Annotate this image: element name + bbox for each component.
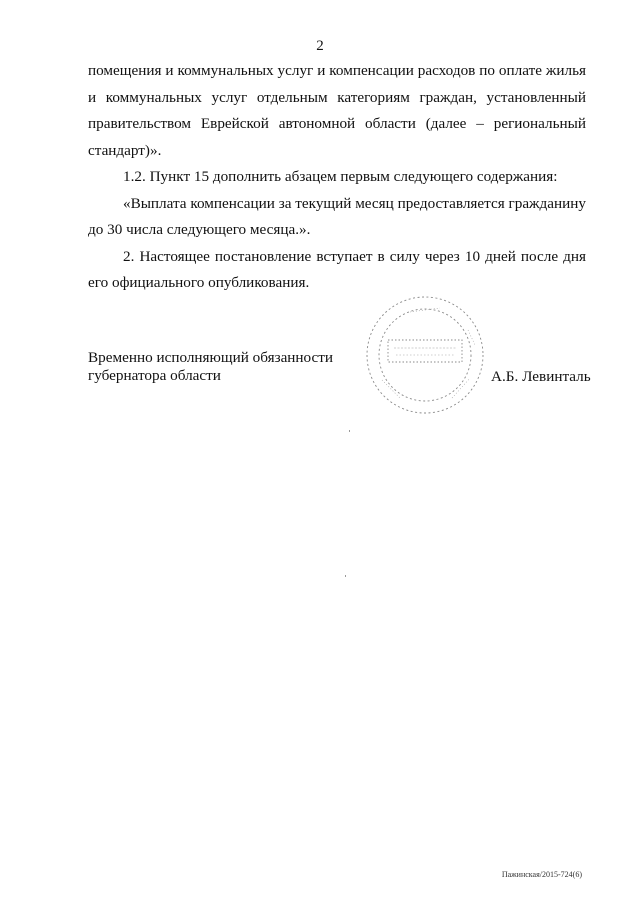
paragraph-item-2: 2. Настоящее постановление вступает в силу через 10 дней после дня его официального опубликования. [88, 247, 586, 291]
signatory-title-line-1: Временно исполняющий обязанности [88, 349, 334, 366]
scan-speck [349, 430, 350, 432]
signatory-title-line-2: губернатора области [88, 367, 221, 384]
paragraph-quote: «Выплата компенсации за текущий месяц предоставляется гражданину до 30 числа следующего месяца.». [88, 194, 586, 238]
page-number: 2 [316, 38, 324, 54]
document-code: Пажинская/2015-724(6) [501, 870, 582, 879]
signatory-name: А.Б. Левинталь [491, 368, 591, 385]
paragraph-continuation: помещения и коммунальных услуг и компенсации расходов по оплате жилья и коммунальных услуг отдельным категориям граждан, установленный правительством Еврейской автономной области (далее – региональный стандарт)». [88, 62, 586, 159]
document-body [88, 58, 586, 297]
paragraph-item-1-2: 1.2. Пункт 15 дополнить абзацем первым следующего содержания: [123, 168, 558, 185]
signature-block [88, 349, 591, 385]
scan-speck [345, 575, 346, 577]
